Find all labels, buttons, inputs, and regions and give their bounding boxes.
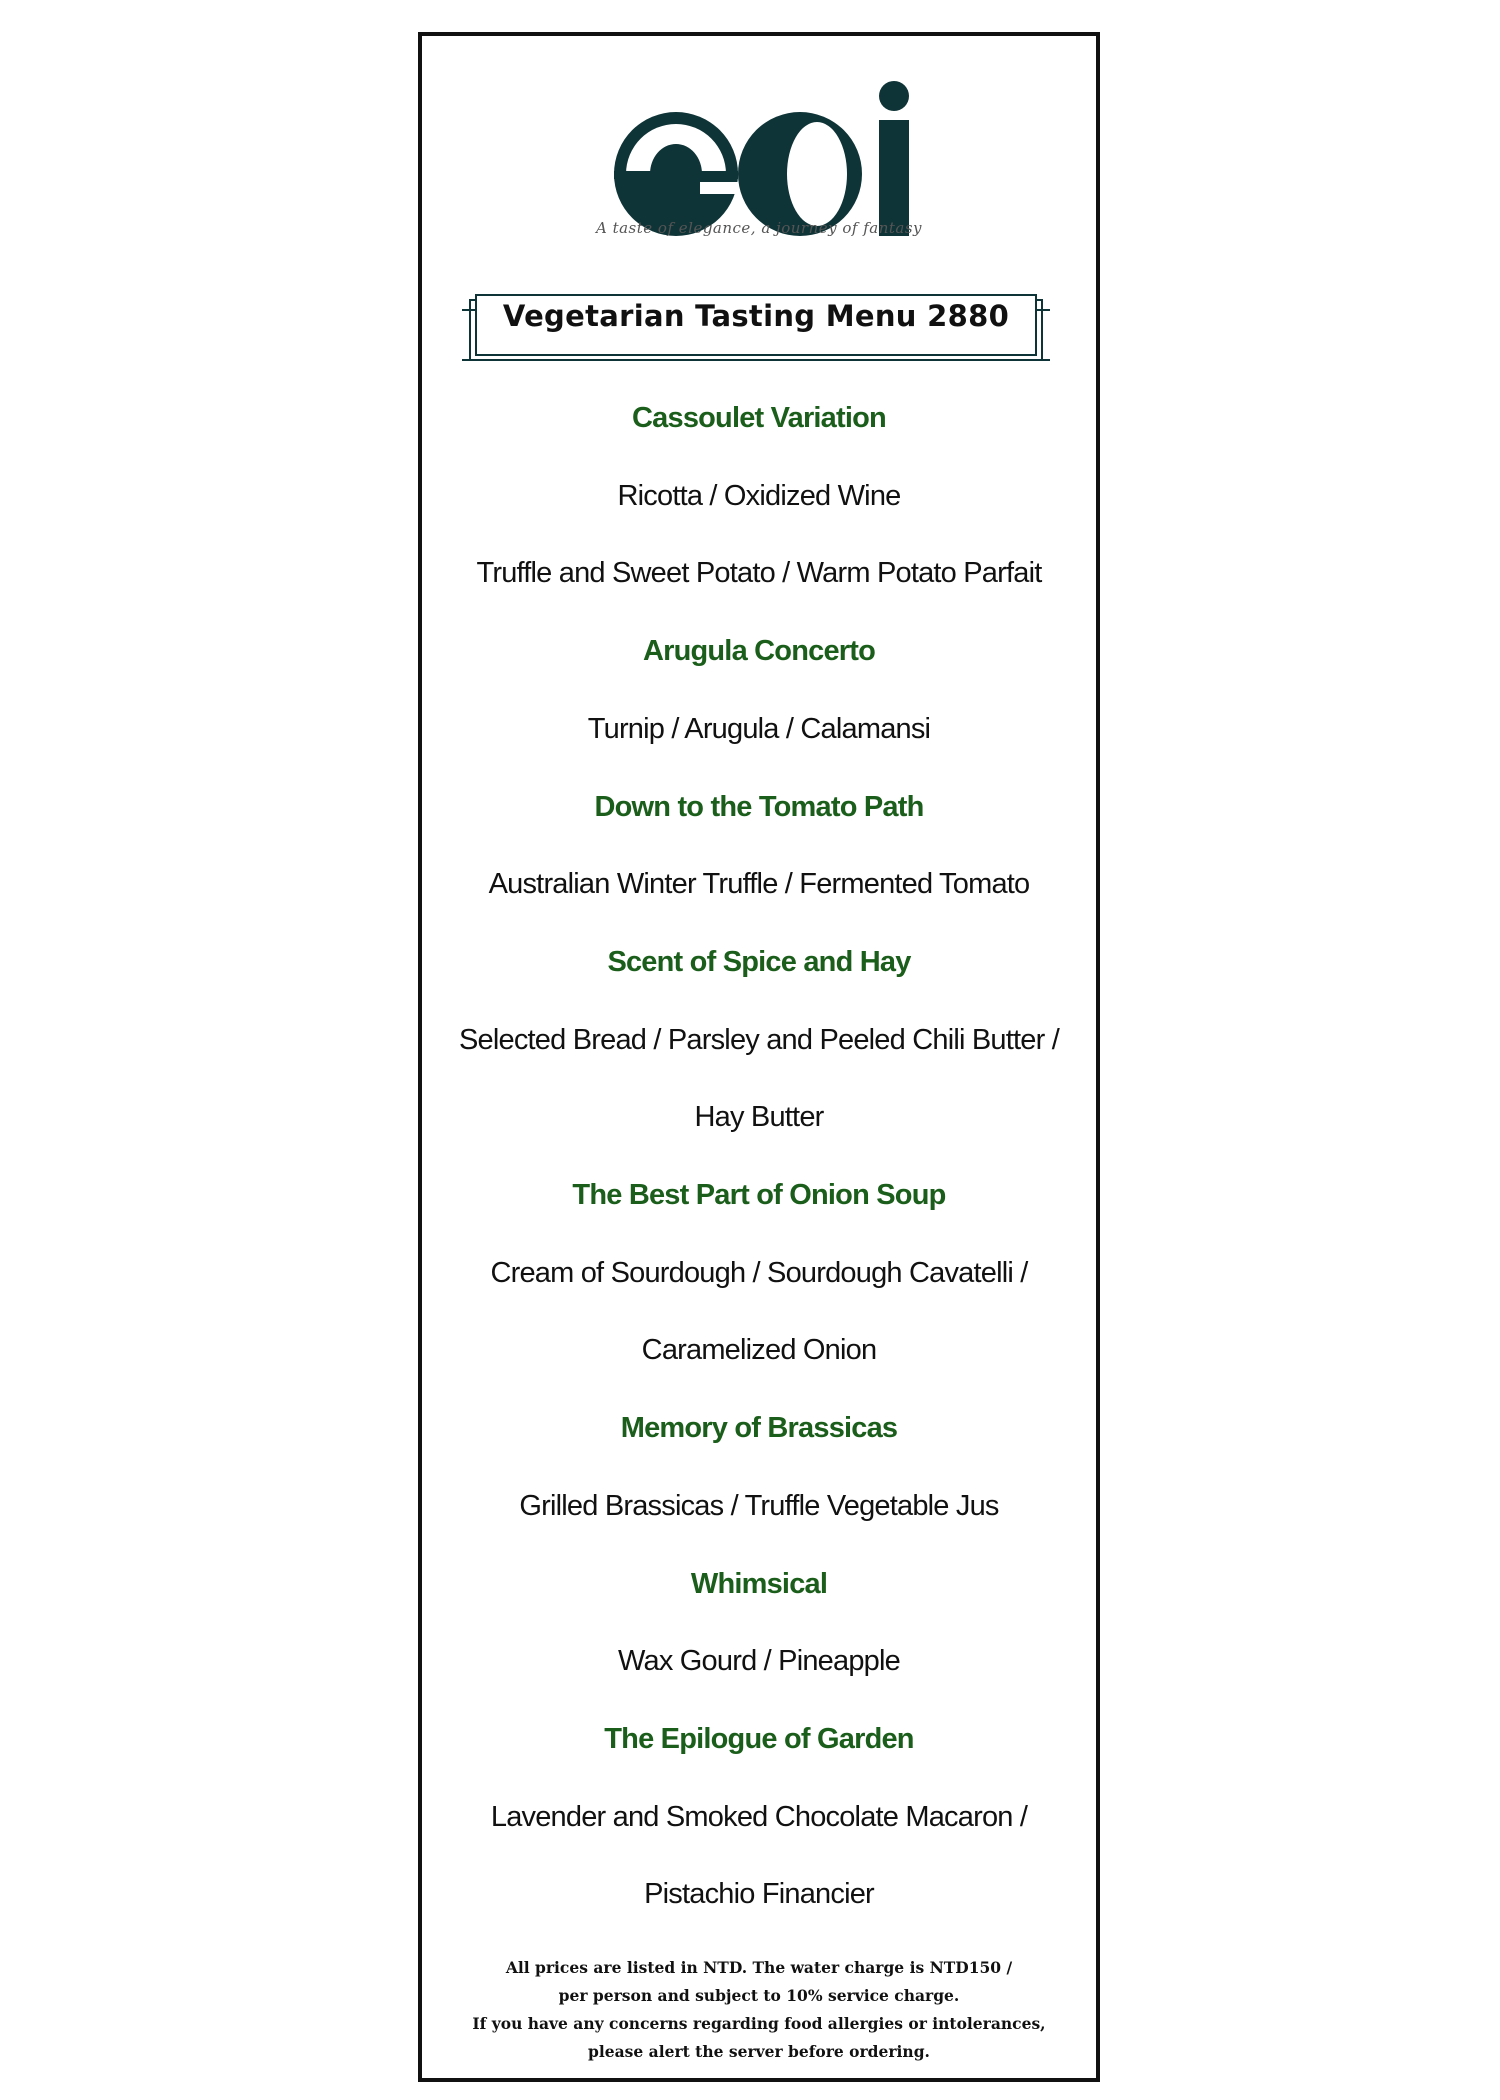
dish-description: Ricotta / Oxidized Wine	[617, 479, 901, 512]
dish-description: Turnip / Arugula / Calamansi	[587, 712, 931, 745]
dish-description: Selected Bread / Parsley and Peeled Chili Butter /	[459, 1023, 1059, 1056]
course-title: Cassoulet Variation	[632, 402, 886, 434]
course-title: The Epilogue of Garden	[604, 1722, 914, 1755]
dish-description: Australian Winter Truffle / Fermented Tomato	[488, 868, 1030, 901]
course-title: Arugula Concerto	[642, 635, 876, 668]
dish-description: Truffle and Sweet Potato / Warm Potato Parfait	[476, 557, 1042, 590]
dish-description: Hay Butter	[694, 1101, 824, 1134]
course-title: Memory of Brassicas	[620, 1412, 898, 1445]
dish-description: Caramelized Onion	[641, 1334, 877, 1367]
footer-notice	[422, 1954, 1096, 2066]
dish-description: Grilled Brassicas / Truffle Vegetable Jus	[519, 1489, 999, 1522]
menu-card	[418, 32, 1100, 2082]
menu-title: Vegetarian Tasting Menu 2880	[502, 299, 1010, 333]
dish-description: Cream of Sourdough / Sourdough Cavatelli /	[490, 1256, 1028, 1289]
course-title: Whimsical	[690, 1567, 828, 1600]
course-title: Down to the Tomato Path	[594, 790, 924, 823]
footer-line: If you have any concerns regarding food allergies or intolerances,	[472, 2014, 1046, 2033]
footer-line: All prices are listed in NTD. The water charge is NTD150 /	[505, 1958, 1013, 1977]
tagline: A taste of elegance, a journey of fantasy	[595, 219, 922, 237]
course-title: The Best Part of Onion Soup	[572, 1179, 946, 1211]
dish-description: Lavender and Smoked Chocolate Macaron /	[490, 1800, 1028, 1833]
footer-line: per person and subject to 10% service charge.	[558, 1986, 960, 2005]
footer-line: please alert the server before ordering.	[588, 2042, 930, 2061]
dish-description: Wax Gourd / Pineapple	[618, 1645, 900, 1678]
menu-title-banner	[462, 264, 1050, 364]
dish-description: Pistachio Financier	[644, 1878, 874, 1911]
eoi-logo	[612, 78, 912, 238]
course-title: Scent of Spice and Hay	[607, 945, 911, 978]
